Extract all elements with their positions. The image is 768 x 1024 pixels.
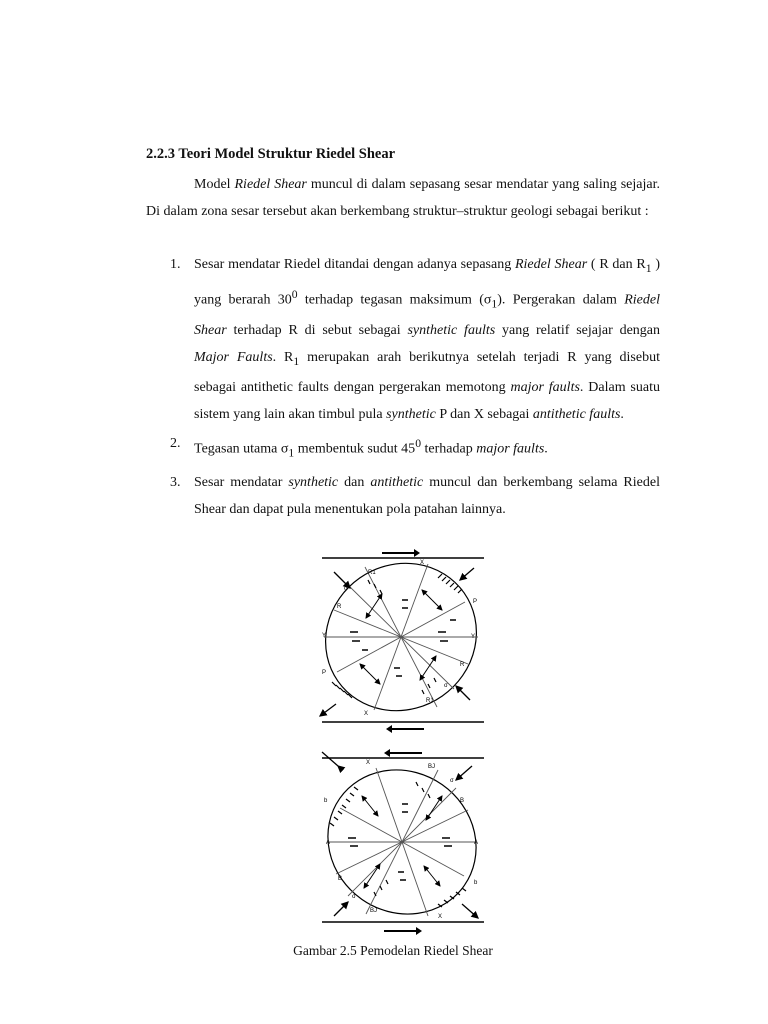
label-sigma: σ <box>450 778 454 784</box>
label-y: Y <box>322 633 327 639</box>
list-item <box>146 252 660 428</box>
label-sigma: σ <box>444 683 448 689</box>
shear-arrow-icon <box>382 549 420 557</box>
text-run-italic: major faults <box>510 380 580 396</box>
label-sigma: σ <box>344 586 348 592</box>
riedel-shear-figure <box>310 540 496 940</box>
subscript: 1 <box>288 446 295 460</box>
label-r1: R1 <box>368 570 376 576</box>
list-number: 1. <box>170 257 181 272</box>
label-bj: BJ <box>370 908 378 914</box>
label-x: X <box>364 711 369 717</box>
label-r: R <box>460 662 465 668</box>
text-run-italic: synthetic faults <box>407 323 496 339</box>
text-run: P dan X sebagai <box>435 406 533 422</box>
label-p: P <box>473 599 478 605</box>
superscript: 0 <box>415 437 422 451</box>
shear-arrow-icon <box>386 725 424 733</box>
label-p: P <box>322 670 327 676</box>
figure-caption: Gambar 2.5 Pemodelan Riedel Shear <box>293 943 493 958</box>
numbered-list <box>146 252 660 526</box>
label-B: B <box>338 876 343 882</box>
sigma-arrow-icon <box>456 766 472 780</box>
text-run: Sesar mendatar <box>194 475 289 490</box>
label-r: R <box>337 604 342 610</box>
label-b: b <box>474 880 478 886</box>
text-run-italic: antithetic <box>370 475 424 490</box>
text-run-italic: major faults <box>476 441 545 457</box>
label-sigma: σ <box>352 894 356 900</box>
subscript: 1 <box>491 297 498 311</box>
text-run-italic: synthetic <box>386 406 436 422</box>
hachure-marks <box>332 574 462 698</box>
section-heading: 2.2.3 Teori Model Struktur Riedel Shear <box>146 146 396 162</box>
list-number: 3. <box>170 475 181 490</box>
fault-lines <box>328 768 479 916</box>
text-run: terhadap tegasan maksimum (σ <box>297 292 492 308</box>
text-run: yang relatif sejajar dengan <box>495 323 660 339</box>
text-run: membentuk sudut 45 <box>294 441 416 457</box>
label-y: Y <box>471 634 476 640</box>
hachure-marks <box>330 782 466 907</box>
superscript: 0 <box>291 288 298 302</box>
list-item <box>146 431 660 467</box>
sigma-arrow-icon <box>460 568 474 580</box>
text-run: muncul di dalam sepasang sesar mendatar yang saling sejajar. Di dalam zona sesar tersebut akan berkembang struktur–struktur geologi sebagai berikut : <box>146 177 660 219</box>
text-run: ) yang berarah 30 <box>194 257 660 308</box>
text-run: ( R dan R <box>587 257 646 272</box>
text-run-italic: Riedel Shear <box>514 257 588 272</box>
subscript: 1 <box>293 354 300 368</box>
label-bj: BJ <box>428 764 436 770</box>
riedel-diagram-top <box>310 540 496 740</box>
sigma-arrow-icon <box>322 752 338 766</box>
label-a: A <box>326 840 331 846</box>
text-run-italic: Riedel Shear <box>234 177 307 192</box>
sigma-arrow-icon <box>456 686 470 700</box>
text-run: dan <box>338 475 371 490</box>
text-run: . <box>620 406 624 422</box>
text-run: terhadap <box>421 441 477 457</box>
text-run: muncul dan berkembang selama Riedel Shear dan dapat pula menentukan pola patahan lainnya. <box>194 475 660 517</box>
label-r1: R1 <box>426 698 434 704</box>
text-run-italic: Major Faults <box>194 349 273 365</box>
text-run: merupakan arah berikutnya setelah terjadi R yang disebut sebagai antithetic faults dengan pergerakan memotong <box>194 349 660 396</box>
label-b: b <box>324 798 328 804</box>
text-run: Sesar mendatar Riedel ditandai dengan adanya sepasang <box>194 257 515 272</box>
intro-paragraph <box>146 172 660 225</box>
text-run: ). Pergerakan dalam <box>497 292 625 308</box>
text-run: . R <box>272 349 294 365</box>
text-run: Model <box>194 177 235 192</box>
label-x: X <box>420 560 425 566</box>
sigma-arrow-icon <box>462 904 478 918</box>
label-a: A <box>474 840 479 846</box>
list-item <box>146 470 660 523</box>
text-run: Tegasan utama σ <box>194 441 289 457</box>
shear-arrow-icon <box>384 927 422 935</box>
riedel-diagram-bottom <box>310 740 496 940</box>
text-run: . Dalam suatu sistem yang lain akan timbul pula <box>194 380 660 422</box>
text-run-italic: Riedel Shear <box>194 292 660 339</box>
label-x: X <box>438 914 443 920</box>
list-number: 2. <box>170 436 181 452</box>
subscript: 1 <box>645 261 652 275</box>
text-run: . <box>544 441 548 457</box>
sigma-arrow-icon <box>334 902 348 916</box>
label-x: X <box>366 760 371 766</box>
text-run-italic: antithetic faults <box>532 406 621 422</box>
text-run-italic: synthetic <box>288 475 339 490</box>
label-B: B <box>460 798 465 804</box>
sigma-arrow-icon <box>320 704 336 716</box>
text-run: terhadap R di sebut sebagai <box>226 323 408 339</box>
shear-arrow-icon <box>384 749 422 757</box>
